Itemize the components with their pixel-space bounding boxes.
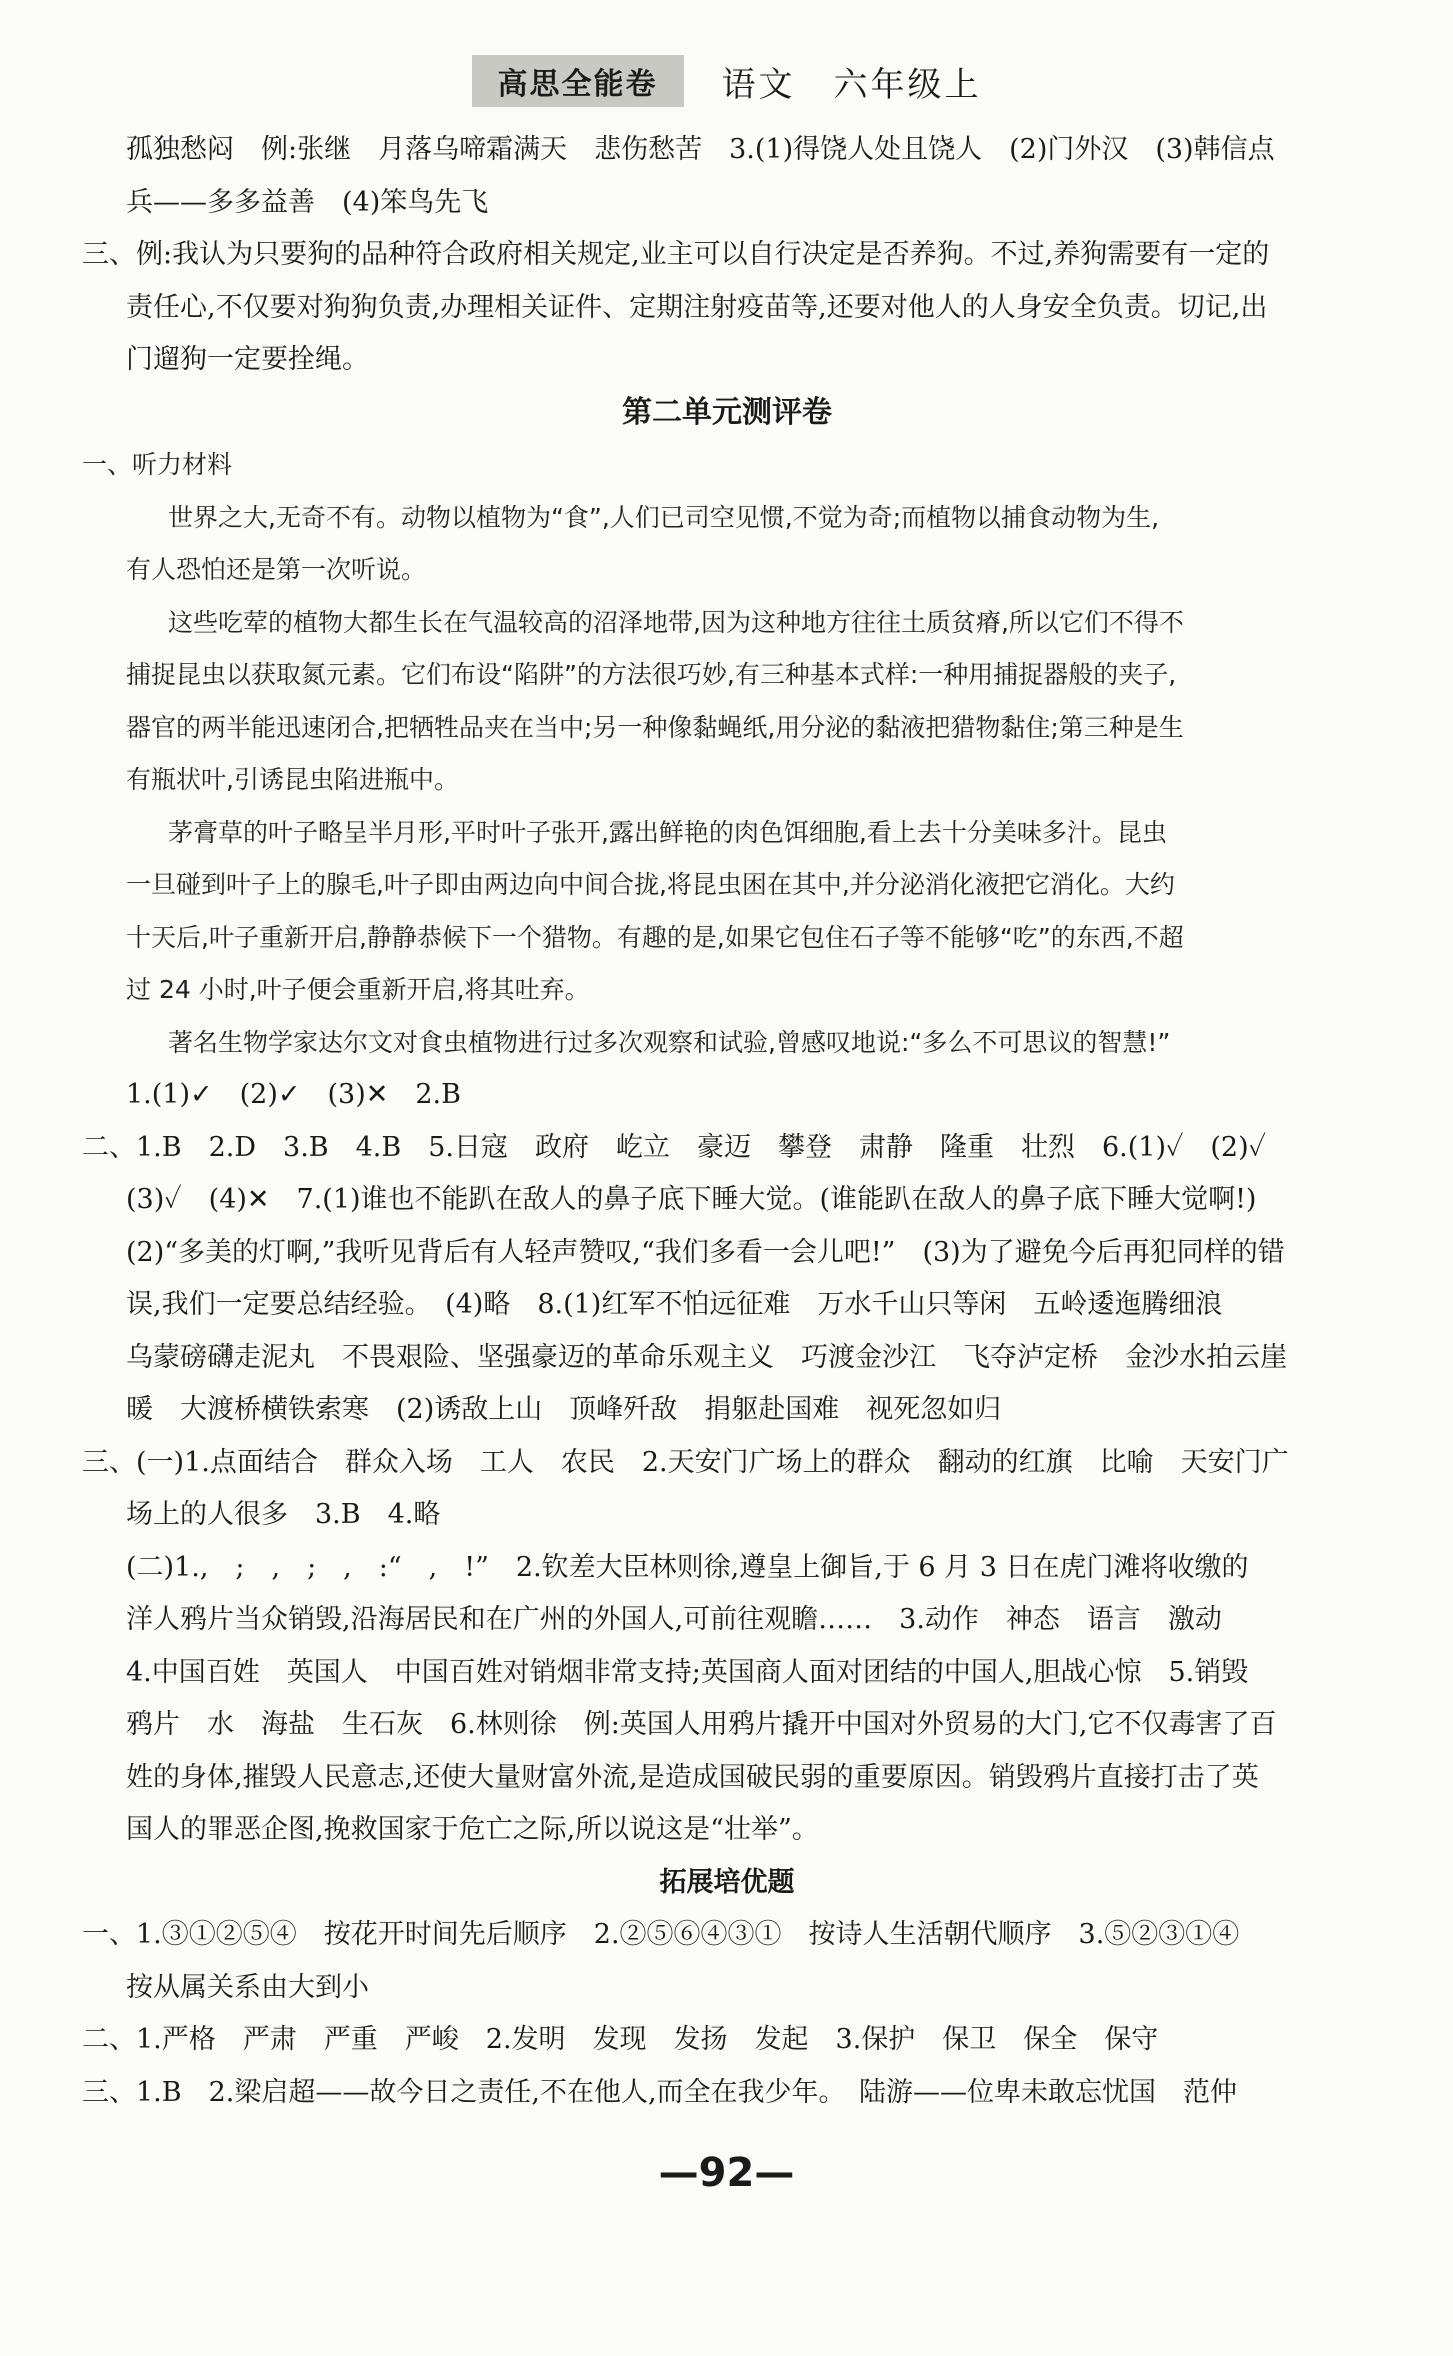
text-line: 一、听力材料 [82, 450, 233, 479]
text-line: 鸦片 水 海盐 生石灰 6.林则徐 例:英国人用鸦片撬开中国对外贸易的大门,它不仅毒害了百 [126, 1709, 1277, 1740]
series-badge: 高思全能卷 [472, 55, 684, 107]
text-line: 姓的身体,摧毁人民意志,还使大量财富外流,是造成国破民弱的重要原因。销毁鸦片直接打击了英 [126, 1761, 1259, 1793]
text-line: 国人的罪恶企图,挽救国家于危亡之际,所以说这是“壮举”。 [126, 1814, 819, 1845]
text-line: 三、例:我认为只要狗的品种符合政府相关规定,业主可以自行决定是否养狗。不过,养狗需要有一定的 [82, 239, 1270, 270]
text-line: 捕捉昆虫以获取氮元素。它们布设“陷阱”的方法很巧妙,有三种基本式样:一种用捕捉器般的夹子, [126, 660, 1177, 689]
text-line: 一旦碰到叶子上的腺毛,叶子即由两边向中间合拢,将昆虫困在其中,并分泌消化液把它消化。大约 [126, 870, 1175, 899]
text-line: 孤独愁闷 例:张继 月落乌啼霜满天 悲伤愁苦 3.(1)得饶人处且饶人 (2)门外汉 (3)韩信点 [126, 134, 1275, 165]
text-line: 三、(一)1.点面结合 群众入场 工人 农民 2.天安门广场上的群众 翻动的红旗 比喻 天安门广 [82, 1446, 1289, 1478]
text-line: 1.(1)✓ (2)✓ (3)✕ 2.B [126, 1079, 461, 1110]
text-line: 器官的两半能迅速闭合,把牺牲品夹在当中;另一种像黏蝇纸,用分泌的黏液把猎物黏住;第三种是生 [126, 712, 1184, 742]
text-line: 拓展培优题 [659, 1866, 795, 1898]
text-line: (3)✓ (4)✕ 7.(1)谁也不能趴在敌人的鼻子底下睡大觉。(谁能趴在敌人的鼻子底下睡大觉啊!) [126, 1184, 1257, 1215]
page-header [0, 56, 1453, 106]
text-line: 门遛狗一定要拴绳。 [126, 344, 369, 375]
text-line: 三、1.B 2.梁启超——故今日之责任,不在他人,而全在我少年。 陆游——位卑未敢忘忧国 范仲 [82, 2076, 1238, 2108]
text-line: 二、1.B 2.D 3.B 4.B 5.日寇 政府 屹立 豪迈 攀登 肃静 隆重 壮烈 6.(1)✓ (2)✓ [82, 1131, 1267, 1163]
text-line: 场上的人很多 3.B 4.略 [126, 1499, 441, 1530]
subject-title: 语文 [721, 64, 796, 105]
text-line: 过 24 小时,叶子便会重新开启,将其吐弃。 [126, 975, 590, 1004]
text-line: 兵——多多益善 (4)笨鸟先飞 [126, 186, 489, 218]
text-line: 茅膏草的叶子略呈半月形,平时叶子张开,露出鲜艳的肉色饵细胞,看上去十分美味多汁。昆虫 [168, 817, 1167, 847]
text-line: (2)“多美的灯啊,”我听见背后有人轻声赞叹,“我们多看一会儿吧!” (3)为了避免今后再犯同样的错 [126, 1236, 1285, 1268]
answer-content [82, 124, 1372, 2119]
text-line: 十天后,叶子重新开启,静静恭候下一个猎物。有趣的是,如果它包住石子等不能够“吃”的东西,不超 [126, 922, 1184, 952]
text-line: 洋人鸦片当众销毁,沿海居民和在广州的外国人,可前往观瞻…… 3.动作 神态 语言 激动 [126, 1604, 1222, 1635]
text-line: 第二单元测评卷 [622, 394, 832, 430]
text-line: 世界之大,无奇不有。动物以植物为“食”,人们已司空见惯,不觉为奇;而植物以捕食动物为生, [168, 502, 1160, 532]
text-line: 著名生物学家达尔文对食虫植物进行过多次观察和试验,曾感叹地说:“多么不可思议的智慧!” [168, 1027, 1171, 1057]
text-line: 按从属关系由大到小 [126, 1971, 369, 2003]
text-line: 4.中国百姓 英国人 中国百姓对销烟非常支持;英国商人面对团结的中国人,胆战心惊 5.销毁 [126, 1656, 1249, 1688]
text-line: 一、1.③①②⑤④ 按花开时间先后顺序 2.②⑤⑥④③① 按诗人生活朝代顺序 3.⑤②③①④ [82, 1919, 1240, 1950]
text-line: 乌蒙磅礴走泥丸 不畏艰险、坚强豪迈的革命乐观主义 巧渡金沙江 飞夺泸定桥 金沙水拍云崖 [126, 1341, 1287, 1373]
text-line: 二、1.严格 严肃 严重 严峻 2.发明 发现 发扬 发起 3.保护 保卫 保全 保守 [82, 2024, 1159, 2055]
grade-title: 六年级上 [833, 64, 982, 105]
text-line: (二)1., ; , ; , :“ , !” 2.钦差大臣林则徐,遵皇上御旨,于 6 月 3 日在虎门滩将收缴的 [126, 1551, 1249, 1583]
text-line: 误,我们一定要总结经验。 (4)略 8.(1)红军不怕远征难 万水千山只等闲 五岭逶迤腾细浪 [126, 1289, 1223, 1320]
page-number: —92— [658, 2150, 795, 2196]
text-line: 这些吃荤的植物大都生长在气温较高的沼泽地带,因为这种地方往往土质贫瘠,所以它们不得不 [168, 607, 1184, 637]
text-line: 暖 大渡桥横铁索寒 (2)诱敌上山 顶峰歼敌 捐躯赴国难 视死忽如归 [126, 1394, 1002, 1425]
text-line: 责任心,不仅要对狗狗负责,办理相关证件、定期注射疫苗等,还要对他人的人身安全负责。切记,出 [126, 291, 1268, 323]
text-line: 有人恐怕还是第一次听说。 [126, 555, 427, 584]
text-line: 有瓶状叶,引诱昆虫陷进瓶中。 [126, 765, 459, 794]
